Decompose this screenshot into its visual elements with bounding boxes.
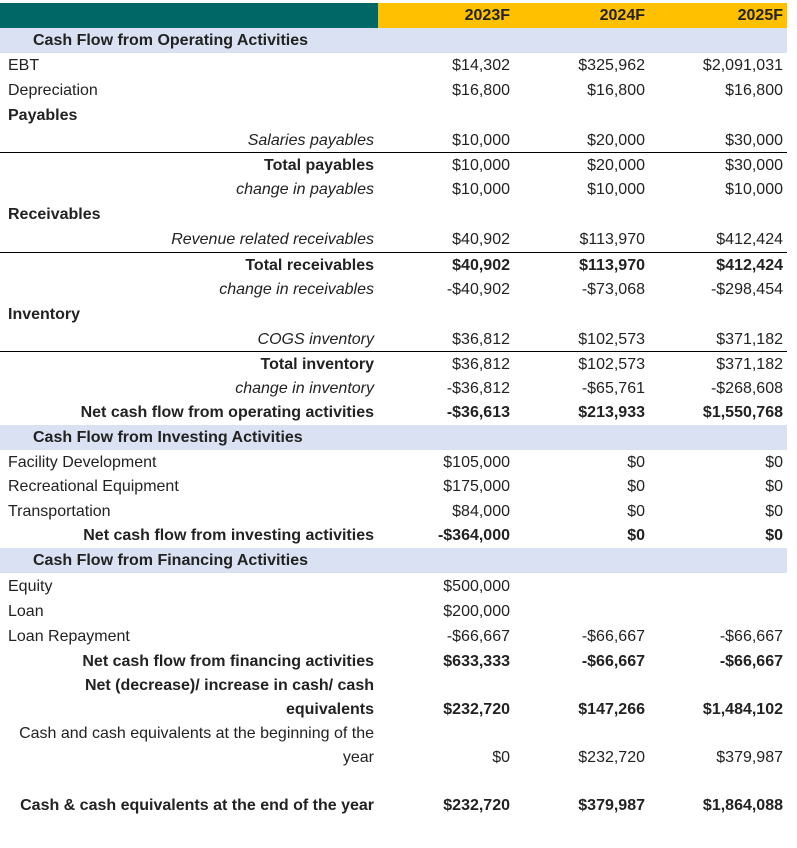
cell-2023: $16,800 xyxy=(452,81,510,99)
cell-2023: $84,000 xyxy=(452,502,510,520)
cell-2025: $1,550,768 xyxy=(702,403,783,421)
row-label: Cash and cash equivalents at the beginning of the year xyxy=(19,725,374,766)
cell-2024: $20,000 xyxy=(587,131,645,149)
cell-2023: $36,812 xyxy=(452,330,510,348)
row-label: Loan Repayment xyxy=(8,627,130,645)
group-heading: Payables xyxy=(8,106,78,124)
cell-2025: $1,484,102 xyxy=(702,701,783,718)
cell-2024: $232,720 xyxy=(578,749,645,766)
row-label: Loan xyxy=(8,602,44,620)
cell-2023: $40,902 xyxy=(452,230,510,248)
cell-2025: $371,182 xyxy=(716,355,783,373)
cell-2023: $36,812 xyxy=(452,355,510,373)
row-label: COGS inventory xyxy=(257,330,374,348)
cell-2025: -$268,608 xyxy=(710,379,783,397)
cell-2025: $30,000 xyxy=(725,156,783,174)
section-investing[interactable] xyxy=(0,425,787,450)
cell-2023: $10,000 xyxy=(452,156,510,174)
table-row[interactable] xyxy=(0,722,787,770)
table-row[interactable] xyxy=(0,474,787,499)
cell-2023: $10,000 xyxy=(452,180,510,198)
cell-2024: -$73,068 xyxy=(581,280,645,298)
cell-2025: $412,424 xyxy=(716,230,783,248)
cell-2025: $1,864,088 xyxy=(702,797,783,814)
cell-2023: -$36,812 xyxy=(446,379,510,397)
table-row[interactable] xyxy=(0,202,787,227)
row-label: Revenue related receivables xyxy=(171,230,374,248)
table-row[interactable] xyxy=(0,227,787,252)
row-label: Recreational Equipment xyxy=(8,477,179,495)
cell-2024: $0 xyxy=(627,453,645,471)
cell-2024: $213,933 xyxy=(578,403,645,421)
cell-2023: $200,000 xyxy=(443,602,510,620)
section-title: Cash Flow from Operating Activities xyxy=(33,31,309,49)
row-label: Transportation xyxy=(8,502,111,520)
cell-2025: $379,987 xyxy=(716,749,783,766)
row-label: Total payables xyxy=(264,156,374,174)
table-row[interactable] xyxy=(0,302,787,327)
cell-2024: $113,970 xyxy=(579,230,645,248)
cell-2023: -$40,902 xyxy=(446,280,510,298)
cell-2023: $14,302 xyxy=(452,56,510,74)
year-2023-header[interactable]: 2023F xyxy=(378,3,514,28)
cell-2024: $10,000 xyxy=(587,180,645,198)
cell-2025: $371,182 xyxy=(716,330,783,348)
table-row[interactable] xyxy=(0,351,787,377)
row-label: change in receivables xyxy=(219,280,374,298)
table-row[interactable] xyxy=(0,523,787,548)
table-row[interactable] xyxy=(0,400,787,425)
row-label: change in inventory xyxy=(235,379,374,397)
header-blank-cell[interactable] xyxy=(0,3,378,28)
cell-2025: $0 xyxy=(765,526,783,544)
table-row[interactable] xyxy=(0,252,787,278)
cell-2023: $105,000 xyxy=(443,453,510,471)
row-label: EBT xyxy=(8,56,40,74)
section-operating[interactable] xyxy=(0,28,787,53)
cell-2023: $500,000 xyxy=(443,577,510,595)
year-2025-header[interactable]: 2025F xyxy=(649,3,787,28)
header-row xyxy=(0,3,787,28)
row-label: Net cash flow from operating activities xyxy=(80,403,374,421)
table-row[interactable] xyxy=(0,599,787,624)
row-label: Equity xyxy=(8,577,53,595)
row-label: Net cash flow from financing activities xyxy=(82,652,374,670)
section-financing[interactable] xyxy=(0,548,787,573)
row-label: Net (decrease)/ increase in cash/ cash equivalents xyxy=(84,677,374,718)
table-row[interactable] xyxy=(0,327,787,352)
table-row[interactable] xyxy=(0,450,787,475)
row-label: Facility Development xyxy=(8,453,157,471)
table-row[interactable] xyxy=(0,152,787,178)
section-title: Cash Flow from Investing Activities xyxy=(33,428,303,446)
cell-2023: -$36,613 xyxy=(446,403,510,421)
cell-2024: $379,987 xyxy=(578,797,645,814)
cell-2025: -$66,667 xyxy=(719,652,783,670)
table-row[interactable] xyxy=(0,770,787,818)
table-row[interactable] xyxy=(0,277,787,302)
table-row[interactable] xyxy=(0,574,787,599)
cell-2024: $0 xyxy=(627,526,645,544)
table-row[interactable] xyxy=(0,624,787,649)
table-row[interactable] xyxy=(0,674,787,722)
group-heading: Receivables xyxy=(8,205,101,223)
cell-2025: -$66,667 xyxy=(719,627,783,645)
row-label: Total receivables xyxy=(245,256,374,274)
cell-2023: $633,333 xyxy=(443,652,510,670)
table-row[interactable] xyxy=(0,103,787,128)
cell-2025: $10,000 xyxy=(725,180,783,198)
table-row[interactable] xyxy=(0,128,787,153)
cell-2023: $232,720 xyxy=(443,797,510,814)
cell-2024: $0 xyxy=(627,502,645,520)
row-label: Cash & cash equivalents at the end of the year xyxy=(20,797,374,814)
row-label: Total inventory xyxy=(260,355,374,373)
table-row[interactable] xyxy=(0,177,787,202)
cell-2024: -$66,667 xyxy=(581,652,645,670)
cell-2025: $16,800 xyxy=(725,81,783,99)
cell-2025: $30,000 xyxy=(725,131,783,149)
cell-2024: $0 xyxy=(627,477,645,495)
cell-2023: -$364,000 xyxy=(437,526,510,544)
cell-2024: -$65,761 xyxy=(581,379,645,397)
cell-2025: $0 xyxy=(765,477,783,495)
row-label: change in payables xyxy=(236,180,374,198)
row-label: Net cash flow from investing activities xyxy=(83,526,374,544)
row-label: Depreciation xyxy=(8,81,98,99)
cell-2024: $325,962 xyxy=(578,56,645,74)
cell-2025: $2,091,031 xyxy=(702,56,783,74)
table-row[interactable] xyxy=(0,53,787,78)
cell-2023: $232,720 xyxy=(443,701,510,718)
year-2024-header[interactable]: 2024F xyxy=(514,3,649,28)
cell-2024: $102,573 xyxy=(578,355,645,373)
cell-2025: $0 xyxy=(765,453,783,471)
table-row[interactable] xyxy=(0,649,787,674)
table-row[interactable] xyxy=(0,78,787,103)
table-row[interactable] xyxy=(0,499,787,524)
group-heading: Inventory xyxy=(8,305,81,323)
cell-2023: $175,000 xyxy=(443,477,510,495)
cell-2024: $147,266 xyxy=(578,701,645,718)
cell-2025: $0 xyxy=(765,502,783,520)
cell-2023: $0 xyxy=(492,749,510,766)
cell-2024: $102,573 xyxy=(578,330,645,348)
cell-2023: -$66,667 xyxy=(446,627,510,645)
cell-2024: $20,000 xyxy=(587,156,645,174)
cell-2024: $16,800 xyxy=(587,81,645,99)
cell-2025: -$298,454 xyxy=(710,280,783,298)
cell-2024: -$66,667 xyxy=(581,627,645,645)
table-row[interactable] xyxy=(0,376,787,401)
section-title: Cash Flow from Financing Activities xyxy=(33,551,308,569)
row-label: Salaries payables xyxy=(247,131,374,149)
cell-2023: $40,902 xyxy=(452,256,510,274)
cell-2024: $113,970 xyxy=(579,256,645,274)
cell-2025: $412,424 xyxy=(716,256,783,274)
cell-2023: $10,000 xyxy=(452,131,510,149)
